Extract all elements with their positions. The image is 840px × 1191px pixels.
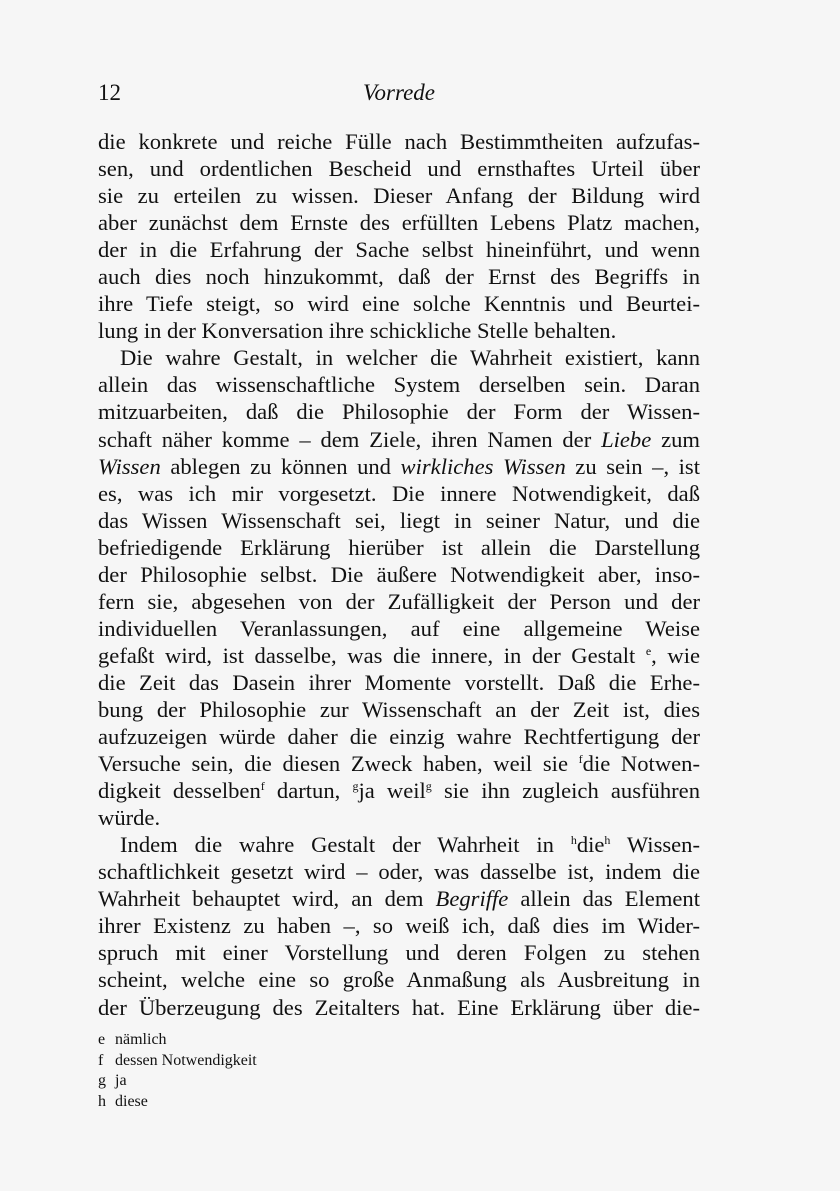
text-line	[98, 858, 700, 885]
text-segment: Wissen-	[610, 832, 701, 858]
text-segment: der Philosophie selbst. Die äußere Notwendigkeit aber, inso-	[98, 561, 700, 587]
text-segment: gefaßt wird, ist dasselbe, was die innere, in der Gestalt	[98, 642, 646, 668]
text-line	[98, 453, 700, 480]
text-line	[98, 398, 700, 425]
text-line	[98, 480, 700, 507]
text-segment: scheint, welche eine so große Anmaßung als Ausbreitung in	[98, 967, 700, 993]
text-segment: aufzuzeigen würde daher die einzig wahre Rechtfertigung der	[98, 724, 700, 750]
text-segment: Wahrheit behauptet wird, an dem	[98, 886, 436, 912]
text-segment: dartun,	[264, 778, 353, 804]
text-segment: würde.	[98, 805, 161, 831]
footnote-ref: h	[570, 833, 577, 848]
text-segment: der in die Erfahrung der Sache selbst hineinführt, und wenn	[98, 237, 700, 263]
text-line	[98, 344, 700, 371]
text-segment: das Wissen Wissenschaft sei, liegt in seiner Natur, und die	[98, 507, 700, 533]
text-line	[98, 723, 700, 750]
text-line	[98, 534, 700, 561]
footnote-mark: h	[98, 1092, 106, 1110]
footnote-text: diese	[115, 1092, 148, 1110]
text-segment: auch dies noch hinzukommt, daß der Ernst des Begriffs in	[98, 264, 700, 290]
page-header	[98, 80, 700, 110]
running-head: Vorrede	[363, 80, 435, 105]
footnote-ref: h	[604, 833, 611, 848]
text-segment: , wie	[651, 642, 700, 668]
text-line	[98, 777, 700, 804]
text-segment: Indem die wahre Gestalt der Wahrheit in	[120, 832, 571, 858]
text-line	[98, 236, 700, 263]
text-segment: der Überzeugung des Zeitalters hat. Eine Erklärung über die-	[98, 994, 700, 1020]
emphasis-text: Begriffe	[435, 886, 509, 912]
text-line	[98, 831, 700, 858]
text-segment: ihrer Existenz zu haben –, so weiß ich, daß dies im Wider-	[98, 913, 700, 939]
text-segment: bung der Philosophie zur Wissenschaft an der Zeit ist, dies	[98, 696, 700, 722]
text-segment: die Notwen-	[582, 751, 700, 777]
text-line	[98, 317, 700, 344]
footnote-text: ja	[115, 1072, 127, 1089]
text-segment: die konkrete und reiche Fülle nach Bestimmtheiten aufzufas-	[98, 129, 700, 154]
text-segment: Versuche sein, die diesen Zweck haben, weil sie	[98, 751, 579, 777]
text-line	[98, 588, 700, 615]
text-line	[98, 642, 700, 669]
text-line	[98, 290, 700, 317]
footnote-mark: f	[98, 1051, 104, 1069]
text-line	[98, 939, 700, 966]
text-line	[98, 966, 700, 993]
emphasis-text: Wissen	[98, 453, 161, 479]
footnote-ref: g	[425, 779, 432, 794]
emphasis-text: Liebe	[601, 426, 652, 452]
text-segment: aber zunächst dem Ernste des erfüllten Lebens Platz machen,	[98, 210, 700, 236]
page-number: 12	[98, 80, 121, 105]
text-segment: digkeit desselben	[98, 778, 261, 804]
footnote	[98, 1030, 498, 1051]
footnotes	[98, 1030, 498, 1112]
text-segment: es, was ich mir vorgesetzt. Die innere Notwendigkeit, daß	[98, 480, 700, 506]
footnote-ref: e	[645, 643, 652, 658]
text-segment: lung in der Konversation ihre schickliche Stelle behalten.	[98, 318, 617, 344]
text-segment: ihre Tiefe steigt, so wird eine solche Kenntnis und Beurtei-	[98, 291, 700, 317]
text-line	[98, 615, 700, 642]
text-segment: Die wahre Gestalt, in welcher die Wahrheit existiert, kann	[120, 345, 700, 371]
text-line	[98, 804, 700, 831]
text-segment: schaft näher komme – dem Ziele, ihren Namen der	[98, 426, 602, 452]
text-segment: befriedigende Erklärung hierüber ist allein die Darstellung	[98, 534, 700, 560]
text-line	[98, 128, 700, 155]
text-segment: die	[576, 832, 605, 858]
footnote-ref: f	[578, 752, 583, 767]
text-segment: allein das Element	[508, 886, 700, 912]
footnote-mark: g	[98, 1072, 106, 1089]
text-line	[98, 426, 700, 453]
text-line	[98, 750, 700, 777]
footnote-ref: f	[260, 779, 265, 794]
text-segment: die Zeit das Dasein ihrer Momente vorstellt. Daß die Erhe-	[98, 669, 700, 695]
text-segment: sie ihn zugleich ausführen	[431, 778, 700, 804]
footnote-text: nämlich	[115, 1031, 167, 1048]
text-line	[98, 155, 700, 182]
footnote	[98, 1092, 498, 1113]
text-segment: allein das wissenschaftliche System derselben sein. Daran	[98, 372, 700, 398]
text-segment: zu sein –, ist	[565, 453, 700, 479]
body-text	[98, 128, 700, 1021]
text-line	[98, 561, 700, 588]
text-line	[98, 669, 700, 696]
text-line	[98, 696, 700, 723]
footnote-mark: e	[98, 1031, 106, 1048]
text-line	[98, 209, 700, 236]
footnote	[98, 1051, 498, 1072]
text-segment: sen, und ordentlichen Bescheid und ernsthaftes Urteil über	[98, 156, 700, 182]
text-segment: schaftlichkeit gesetzt wird – oder, was dasselbe ist, indem die	[98, 859, 700, 885]
text-segment: zum	[651, 426, 700, 452]
emphasis-text: wirkliches Wissen	[400, 453, 566, 479]
text-line	[98, 912, 700, 939]
text-segment: fern sie, abgesehen von der Zufälligkeit der Person und der	[98, 588, 700, 614]
text-segment: sie zu erteilen zu wissen. Dieser Anfang der Bildung wird	[98, 183, 700, 209]
text-segment: ablegen zu können und	[160, 453, 401, 479]
text-line	[98, 182, 700, 209]
text-segment: spruch mit einer Vorstellung und deren Folgen zu stehen	[98, 940, 700, 966]
text-line	[98, 885, 700, 912]
text-segment: mitzuarbeiten, daß die Philosophie der Form der Wissen-	[98, 399, 700, 425]
text-segment: ja weil	[358, 778, 426, 804]
footnote	[98, 1071, 498, 1092]
text-line	[98, 371, 700, 398]
text-segment: individuellen Veranlassungen, auf eine allgemeine Weise	[98, 615, 700, 641]
text-line	[98, 994, 700, 1021]
footnote-text: dessen Notwendigkeit	[115, 1051, 257, 1069]
text-line	[98, 263, 700, 290]
footnote-ref: g	[352, 779, 359, 794]
text-line	[98, 507, 700, 534]
